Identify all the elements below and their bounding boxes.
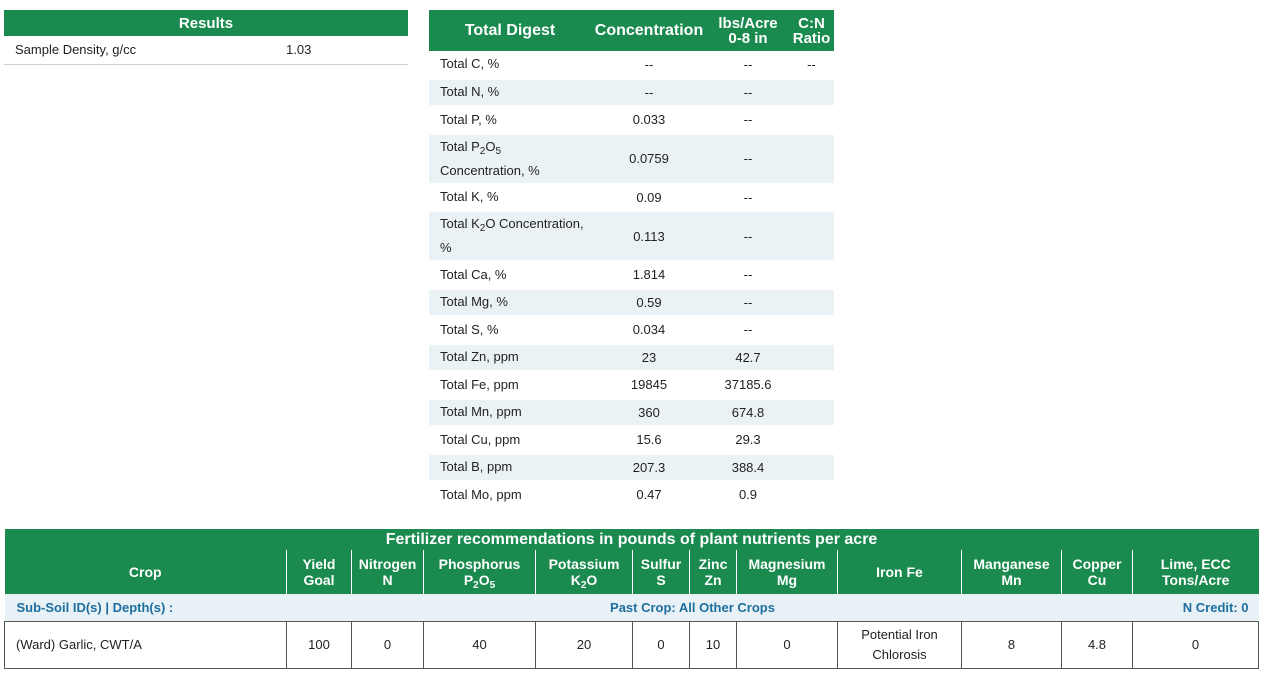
digest-concentration: -- (591, 51, 707, 79)
table-row (429, 371, 834, 399)
digest-lbs-acre: -- (707, 316, 789, 344)
cell-lime: 0 (1133, 621, 1259, 668)
digest-cn-ratio (789, 454, 834, 482)
fertilizer-recommendations-table (4, 529, 1259, 669)
digest-label: Total Ca, % (429, 261, 591, 289)
digest-lbs-acre: 42.7 (707, 344, 789, 372)
digest-label: Total C, % (429, 51, 591, 79)
digest-lbs-acre: 674.8 (707, 399, 789, 427)
cell-iron: Potential Iron Chlorosis (838, 621, 962, 668)
digest-label: Total Mn, ppm (429, 399, 591, 427)
result-label: Sample Density, g/cc (4, 36, 286, 64)
digest-label: Total P, % (429, 106, 591, 134)
col-yield-goal: Yield Goal (287, 550, 352, 594)
digest-lbs-acre: -- (707, 289, 789, 317)
digest-concentration: 0.033 (591, 106, 707, 134)
digest-header-cn-ratio: C:N Ratio (792, 14, 831, 47)
col-iron: Iron Fe (838, 550, 962, 594)
digest-cn-ratio (789, 399, 834, 427)
digest-concentration: 0.47 (591, 481, 707, 509)
digest-concentration: 360 (591, 399, 707, 427)
digest-cn-ratio (789, 211, 834, 261)
digest-lbs-acre: -- (707, 51, 789, 79)
digest-lbs-acre: -- (707, 106, 789, 134)
digest-cn-ratio (789, 106, 834, 134)
cell-nitrogen: 0 (352, 621, 424, 668)
digest-concentration: 0.09 (591, 184, 707, 212)
digest-cn-ratio (789, 481, 834, 509)
digest-cn-ratio (789, 289, 834, 317)
subheader-row (5, 594, 1259, 621)
digest-header-lbs-acre: lbs/Acre 0-8 in (718, 14, 778, 47)
cell-potassium: 20 (536, 621, 633, 668)
digest-concentration: 207.3 (591, 454, 707, 482)
digest-concentration: 0.034 (591, 316, 707, 344)
col-magnesium: Magnesium Mg (737, 550, 838, 594)
digest-cn-ratio (789, 134, 834, 184)
cell-sulfur: 0 (633, 621, 690, 668)
table-row (429, 79, 834, 107)
digest-label: Total K, % (429, 184, 591, 212)
results-table (4, 10, 408, 65)
digest-concentration: 0.59 (591, 289, 707, 317)
digest-lbs-acre: 0.9 (707, 481, 789, 509)
cell-magnesium: 0 (737, 621, 838, 668)
digest-lbs-acre: 388.4 (707, 454, 789, 482)
digest-lbs-acre: -- (707, 184, 789, 212)
cell-phosphorus: 40 (424, 621, 536, 668)
digest-label: Total $K_2O$ Concentration, % (429, 211, 591, 261)
digest-cn-ratio (789, 184, 834, 212)
result-value: 1.03 (286, 36, 408, 64)
digest-cn-ratio (789, 261, 834, 289)
past-crop-label: Past Crop: All Other Crops (424, 594, 962, 621)
fertilizer-title: Fertilizer recommendations in pounds of plant nutrients per acre (385, 530, 878, 548)
table-row (429, 106, 834, 134)
digest-lbs-acre: 37185.6 (707, 371, 789, 399)
col-copper: Copper Cu (1062, 550, 1133, 594)
digest-concentration: 1.814 (591, 261, 707, 289)
digest-label: Total Mg, % (429, 289, 591, 317)
results-header: Results (4, 10, 408, 36)
cell-copper: 4.8 (1062, 621, 1133, 668)
digest-lbs-acre: 29.3 (707, 426, 789, 454)
digest-label: Total Zn, ppm (429, 344, 591, 372)
digest-cn-ratio (789, 79, 834, 107)
col-crop: Crop (128, 564, 162, 580)
digest-concentration: -- (591, 79, 707, 107)
table-row (429, 344, 834, 372)
digest-header-name: Total Digest (464, 22, 556, 39)
table-row (4, 36, 408, 64)
digest-lbs-acre: -- (707, 79, 789, 107)
digest-cn-ratio (789, 316, 834, 344)
digest-cn-ratio (789, 426, 834, 454)
digest-lbs-acre: -- (707, 211, 789, 261)
cell-yield-goal: 100 (287, 621, 352, 668)
digest-label: Total N, % (429, 79, 591, 107)
table-row (429, 184, 834, 212)
table-row (429, 399, 834, 427)
subsoil-id-label: Sub-Soil ID(s) | Depth(s) : (5, 594, 424, 621)
table-row (429, 211, 834, 261)
table-row (429, 51, 834, 79)
digest-concentration: 19845 (591, 371, 707, 399)
digest-label: Total S, % (429, 316, 591, 344)
table-row (429, 316, 834, 344)
digest-label: Total B, ppm (429, 454, 591, 482)
cell-zinc: 10 (690, 621, 737, 668)
col-sulfur: Sulfur S (633, 550, 690, 594)
digest-concentration: 0.113 (591, 211, 707, 261)
col-zinc: Zinc Zn (690, 550, 737, 594)
digest-concentration: 23 (591, 344, 707, 372)
table-row (429, 261, 834, 289)
table-row (429, 426, 834, 454)
cell-manganese: 8 (962, 621, 1062, 668)
digest-cn-ratio: -- (789, 51, 834, 79)
digest-header-concentration: Concentration (594, 22, 704, 39)
table-row (429, 481, 834, 509)
n-credit-label: N Credit: 0 (962, 594, 1259, 621)
digest-label: Total Mo, ppm (429, 481, 591, 509)
digest-label: Total $P_2O_5$ Concentration, % (429, 134, 591, 184)
col-phosphorus: Phosphorus $P_2O_5$ (424, 550, 536, 594)
digest-concentration: 15.6 (591, 426, 707, 454)
table-row (429, 134, 834, 184)
table-row (429, 454, 834, 482)
col-lime: Lime, ECC Tons/Acre (1133, 550, 1259, 594)
digest-label: Total Cu, ppm (429, 426, 591, 454)
digest-cn-ratio (789, 371, 834, 399)
col-manganese: Manganese Mn (962, 550, 1062, 594)
digest-lbs-acre: -- (707, 261, 789, 289)
digest-label: Total Fe, ppm (429, 371, 591, 399)
table-row (5, 621, 1259, 668)
digest-cn-ratio (789, 344, 834, 372)
table-row (429, 289, 834, 317)
col-potassium: Potassium $K_2O$ (536, 550, 633, 594)
digest-concentration: 0.0759 (591, 134, 707, 184)
digest-lbs-acre: -- (707, 134, 789, 184)
total-digest-table (429, 10, 834, 510)
col-nitrogen: Nitrogen N (352, 550, 424, 594)
cell-crop: (Ward) Garlic, CWT/A (5, 621, 287, 668)
